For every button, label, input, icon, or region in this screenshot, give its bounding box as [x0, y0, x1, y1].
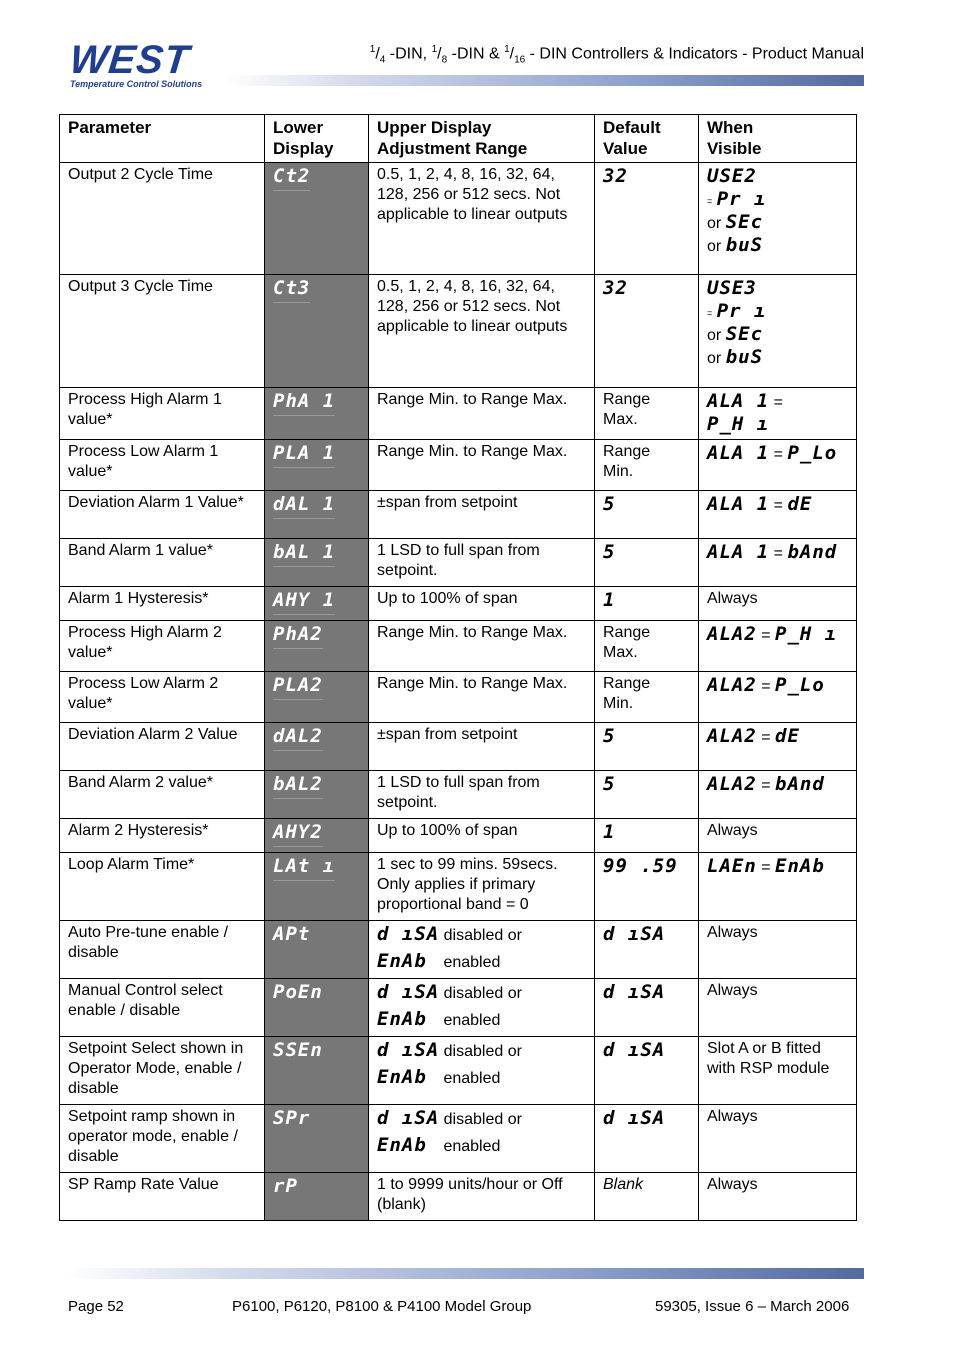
- lower-display-code: AHY 1: [273, 589, 335, 615]
- default-code: 5: [603, 773, 616, 795]
- when-visible-cell: [699, 491, 857, 539]
- when-visible-cell: Slot A or B fitted with RSP module: [699, 1037, 857, 1105]
- upper-range-cell: 1 LSD to full span from setpoint.: [369, 539, 595, 587]
- default-value-cell: [595, 921, 699, 979]
- lower-display-code: APt: [273, 923, 311, 945]
- upper-range-cell: ±span from setpoint: [369, 723, 595, 771]
- frac-num: 1: [504, 44, 510, 55]
- when-option: SEc: [725, 211, 764, 233]
- lower-display-cell: [265, 1037, 369, 1105]
- default-value-cell: Blank: [595, 1173, 699, 1221]
- upper-range-cell: Range Min. to Range Max.: [369, 672, 595, 723]
- lower-display-cell: [265, 587, 369, 621]
- option-code: d ıSA: [377, 1039, 440, 1061]
- option-label: enabled: [443, 1070, 501, 1087]
- default-code: 1: [603, 821, 616, 843]
- lower-display-cell: [265, 539, 369, 587]
- manual-title: $^1/_4$ -DIN, $^1/_8$ -DIN & $^1/_{16}$ - DIN Controllers & Indicators - Product Manual: [369, 44, 864, 66]
- when-visible-cell: [699, 672, 857, 723]
- lower-display-cell: [265, 388, 369, 440]
- when-visible-cell: Always: [699, 1173, 857, 1221]
- default-code: 1: [603, 589, 616, 611]
- parameter-cell: Process High Alarm 2 value*: [60, 621, 265, 672]
- default-value-cell: [595, 771, 699, 819]
- frac-den: 4: [379, 54, 386, 66]
- parameter-cell: Manual Control select enable / disable: [60, 979, 265, 1037]
- parameter-cell: Setpoint Select shown in Operator Mode, enable / disable: [60, 1037, 265, 1105]
- table-row: [60, 388, 857, 440]
- upper-range-cell: 0.5, 1, 2, 4, 8, 16, 32, 64, 128, 256 or 512 secs. Not applicable to linear outputs: [369, 275, 595, 388]
- title-part: -DIN,: [389, 45, 432, 63]
- parameter-cell: SP Ramp Rate Value: [60, 1173, 265, 1221]
- lower-display-cell: [265, 819, 369, 853]
- title-part: - DIN Controllers & Indicators - Product Manual: [525, 45, 864, 63]
- lower-display-cell: [265, 1173, 369, 1221]
- parameter-cell: Process High Alarm 1 value*: [60, 388, 265, 440]
- lower-display-code: PhA2: [273, 623, 323, 649]
- option-label: disabled or: [443, 1043, 522, 1060]
- lower-display-cell: [265, 723, 369, 771]
- when-option: SEc: [725, 323, 764, 345]
- when-option: bAnd: [787, 541, 838, 563]
- title-part: -DIN &: [451, 45, 505, 63]
- table-row: [60, 979, 857, 1037]
- default-code: d ıSA: [603, 1107, 666, 1129]
- table-row: [60, 163, 857, 275]
- default-value-cell: [595, 491, 699, 539]
- eq-sign: =: [773, 545, 783, 562]
- default-value-cell: [595, 1105, 699, 1173]
- default-value-cell: [595, 275, 699, 388]
- lower-display-code: Ct3: [273, 277, 310, 303]
- default-code: d ıSA: [603, 1039, 666, 1061]
- lower-display-cell: [265, 491, 369, 539]
- header-lower-display: Lower Display: [265, 115, 369, 163]
- default-code: 5: [603, 541, 616, 563]
- page-number: Page 52: [68, 1298, 124, 1315]
- header-when-visible: When Visible: [699, 115, 857, 163]
- default-line: Range: [603, 624, 651, 641]
- default-value-cell: [595, 819, 699, 853]
- header-default-value: Default Value: [595, 115, 699, 163]
- option-label: enabled: [443, 954, 501, 971]
- table-row: [60, 621, 857, 672]
- when-visible-cell: [699, 440, 857, 491]
- when-code: ALA 1: [707, 493, 770, 515]
- eq-sign: =: [773, 446, 783, 463]
- upper-range-cell: 0.5, 1, 2, 4, 8, 16, 32, 64, 128, 256 or 512 secs. Not applicable to linear outputs: [369, 163, 595, 275]
- frac-num: 1: [431, 44, 438, 55]
- or-word: or: [707, 327, 722, 344]
- option-code: d ıSA: [377, 923, 440, 945]
- eq-sign: =: [773, 497, 783, 514]
- when-code: USE2: [707, 165, 757, 187]
- default-value-cell: [595, 672, 699, 723]
- lower-display-code: dAL2: [273, 725, 323, 751]
- eq-sign: =: [761, 859, 771, 876]
- default-value-cell: [595, 979, 699, 1037]
- issue-info: 59305, Issue 6 – March 2006: [655, 1298, 850, 1315]
- when-visible-cell: [699, 723, 857, 771]
- default-line: Range: [603, 443, 651, 460]
- when-visible-cell: [699, 388, 857, 440]
- eq-sign: =: [707, 195, 713, 206]
- option-code: EnAb: [377, 1008, 427, 1030]
- when-visible-cell: [699, 275, 857, 388]
- eq-sign: =: [761, 729, 771, 746]
- lower-display-cell: [265, 621, 369, 672]
- header-gradient-bar: [224, 75, 864, 86]
- parameter-cell: Band Alarm 2 value*: [60, 771, 265, 819]
- default-line: Max.: [603, 411, 638, 428]
- lower-display-code: LAt ı: [273, 855, 335, 881]
- parameter-table: [59, 114, 857, 1221]
- option-label: enabled: [443, 1012, 501, 1029]
- footer-gradient-bar: [68, 1268, 864, 1279]
- when-option: dE: [775, 725, 800, 747]
- table-row: [60, 921, 857, 979]
- lower-display-code: Ct2: [273, 165, 310, 191]
- when-visible-cell: Always: [699, 819, 857, 853]
- when-visible-cell: Always: [699, 587, 857, 621]
- default-value-cell: [595, 539, 699, 587]
- option-label: disabled or: [443, 985, 522, 1002]
- lower-display-code: PLA2: [273, 674, 323, 700]
- or-word: or: [707, 238, 722, 255]
- default-line: Range: [603, 391, 651, 408]
- default-value-cell: [595, 388, 699, 440]
- when-option: P_Lo: [787, 442, 838, 464]
- when-code: ALA2: [707, 725, 757, 747]
- when-visible-cell: [699, 771, 857, 819]
- when-option: Pr ı: [716, 300, 767, 322]
- eq-sign: =: [761, 678, 771, 695]
- option-code: EnAb: [377, 950, 427, 972]
- default-line: Min.: [603, 463, 634, 480]
- parameter-cell: Process Low Alarm 2 value*: [60, 672, 265, 723]
- default-value-cell: [595, 723, 699, 771]
- lower-display-code: SPr: [273, 1107, 311, 1129]
- when-code: LAEn: [707, 855, 757, 877]
- parameter-cell: Deviation Alarm 2 Value: [60, 723, 265, 771]
- logo-tagline: Temperature Control Solutions: [70, 79, 203, 89]
- table-row: [60, 853, 857, 921]
- default-value-cell: [595, 853, 699, 921]
- when-visible-cell: [699, 539, 857, 587]
- upper-range-cell: [369, 921, 595, 979]
- lower-display-code: AHY2: [273, 821, 323, 847]
- option-label: disabled or: [443, 927, 522, 944]
- when-option: bAnd: [775, 773, 825, 795]
- upper-range-cell: 1 sec to 99 mins. 59secs. Only applies if primary proportional band = 0: [369, 853, 595, 921]
- lower-display-cell: [265, 771, 369, 819]
- parameter-cell: Output 2 Cycle Time: [60, 163, 265, 275]
- option-code: d ıSA: [377, 1107, 440, 1129]
- lower-display-cell: [265, 921, 369, 979]
- lower-display-cell: [265, 275, 369, 388]
- table-row: [60, 491, 857, 539]
- when-visible-cell: Always: [699, 1105, 857, 1173]
- parameter-cell: Band Alarm 1 value*: [60, 539, 265, 587]
- lower-display-code: PoEn: [273, 981, 323, 1003]
- when-code: ALA 1: [707, 541, 770, 563]
- frac-num: 1: [369, 44, 376, 55]
- when-visible-cell: [699, 621, 857, 672]
- option-code: EnAb: [377, 1066, 427, 1088]
- when-visible-cell: Always: [699, 921, 857, 979]
- table-row: [60, 587, 857, 621]
- upper-range-cell: 1 to 9999 units/hour or Off (blank): [369, 1173, 595, 1221]
- table-row: [60, 723, 857, 771]
- lower-display-code: PhA 1: [273, 390, 335, 416]
- table-row: [60, 672, 857, 723]
- lower-display-code: PLA 1: [273, 442, 335, 468]
- eq-sign: =: [761, 627, 771, 644]
- eq-sign: =: [761, 777, 771, 794]
- parameter-cell: Alarm 2 Hysteresis*: [60, 819, 265, 853]
- upper-range-cell: [369, 1037, 595, 1105]
- lower-display-code: rP: [273, 1175, 298, 1197]
- table-row: [60, 771, 857, 819]
- when-code: ALA 1: [707, 390, 770, 412]
- default-code: 32: [603, 277, 628, 299]
- lower-display-cell: [265, 440, 369, 491]
- when-code: ALA 1: [707, 442, 770, 464]
- parameter-cell: Alarm 1 Hysteresis*: [60, 587, 265, 621]
- default-code: 5: [603, 725, 616, 747]
- when-code: ALA2: [707, 674, 757, 696]
- upper-range-cell: ±span from setpoint: [369, 491, 595, 539]
- table-row: [60, 819, 857, 853]
- default-line: Max.: [603, 644, 638, 661]
- when-option: buS: [725, 234, 764, 256]
- lower-display-code: bAL2: [273, 773, 323, 799]
- when-code: ALA2: [707, 623, 757, 645]
- when-option: P_H ı: [707, 413, 770, 435]
- lower-display-cell: [265, 979, 369, 1037]
- default-value-cell: [595, 163, 699, 275]
- table-row: [60, 1173, 857, 1221]
- lower-display-code: dAL 1: [273, 493, 335, 519]
- when-visible-cell: Always: [699, 979, 857, 1037]
- lower-display-cell: [265, 853, 369, 921]
- when-code: USE3: [707, 277, 757, 299]
- upper-range-cell: [369, 979, 595, 1037]
- option-code: d ıSA: [377, 981, 440, 1003]
- when-code: ALA2: [707, 773, 757, 795]
- default-line: Min.: [603, 695, 634, 712]
- default-line: Range: [603, 675, 651, 692]
- upper-range-cell: Range Min. to Range Max.: [369, 621, 595, 672]
- when-option: Pr ı: [716, 188, 767, 210]
- option-label: disabled or: [443, 1111, 522, 1128]
- when-visible-cell: [699, 853, 857, 921]
- frac-den: 16: [514, 54, 526, 66]
- default-code: 32: [603, 165, 628, 187]
- upper-range-cell: Up to 100% of span: [369, 587, 595, 621]
- model-group: P6100, P6120, P8100 & P4100 Model Group: [232, 1298, 532, 1315]
- or-word: or: [707, 215, 722, 232]
- upper-range-cell: Range Min. to Range Max.: [369, 440, 595, 491]
- upper-range-cell: Up to 100% of span: [369, 819, 595, 853]
- parameter-cell: Loop Alarm Time*: [60, 853, 265, 921]
- when-option: EnAb: [775, 855, 825, 877]
- header-upper-display: Upper Display Adjustment Range: [369, 115, 595, 163]
- upper-range-cell: Range Min. to Range Max.: [369, 388, 595, 440]
- default-code: d ıSA: [603, 923, 666, 945]
- lower-display-code: SSEn: [273, 1039, 323, 1061]
- table-row: [60, 1105, 857, 1173]
- default-code: d ıSA: [603, 981, 666, 1003]
- parameter-cell: Output 3 Cycle Time: [60, 275, 265, 388]
- frac-den: 8: [441, 54, 448, 66]
- lower-display-code: bAL 1: [273, 541, 335, 567]
- lower-display-cell: [265, 1105, 369, 1173]
- when-option: P_Lo: [775, 674, 825, 696]
- parameter-cell: Auto Pre-tune enable / disable: [60, 921, 265, 979]
- table-row: [60, 539, 857, 587]
- table-row: [60, 1037, 857, 1105]
- option-code: EnAb: [377, 1134, 427, 1156]
- table-row: [60, 275, 857, 388]
- default-value-cell: [595, 587, 699, 621]
- default-value-cell: [595, 1037, 699, 1105]
- parameter-cell: Deviation Alarm 1 Value*: [60, 491, 265, 539]
- upper-range-cell: 1 LSD to full span from setpoint.: [369, 771, 595, 819]
- when-option: dE: [787, 493, 813, 515]
- default-value-cell: [595, 440, 699, 491]
- table-header-row: [60, 115, 857, 163]
- west-logo: [67, 38, 230, 92]
- when-option: P_H ı: [775, 623, 838, 645]
- parameter-cell: Setpoint ramp shown in operator mode, enable / disable: [60, 1105, 265, 1173]
- lower-display-cell: [265, 672, 369, 723]
- or-word: or: [707, 350, 722, 367]
- default-code: 5: [603, 493, 616, 515]
- eq-sign: =: [707, 307, 713, 318]
- default-code: 99 .59: [603, 855, 678, 877]
- table-row: [60, 440, 857, 491]
- when-option: buS: [725, 346, 764, 368]
- header-parameter: Parameter: [60, 115, 265, 163]
- parameter-cell: Process Low Alarm 1 value*: [60, 440, 265, 491]
- option-label: enabled: [443, 1138, 501, 1155]
- logo-wordmark: WEST: [67, 38, 192, 82]
- upper-range-cell: [369, 1105, 595, 1173]
- when-visible-cell: [699, 163, 857, 275]
- eq-sign: =: [773, 394, 783, 411]
- default-value-cell: [595, 621, 699, 672]
- lower-display-cell: [265, 163, 369, 275]
